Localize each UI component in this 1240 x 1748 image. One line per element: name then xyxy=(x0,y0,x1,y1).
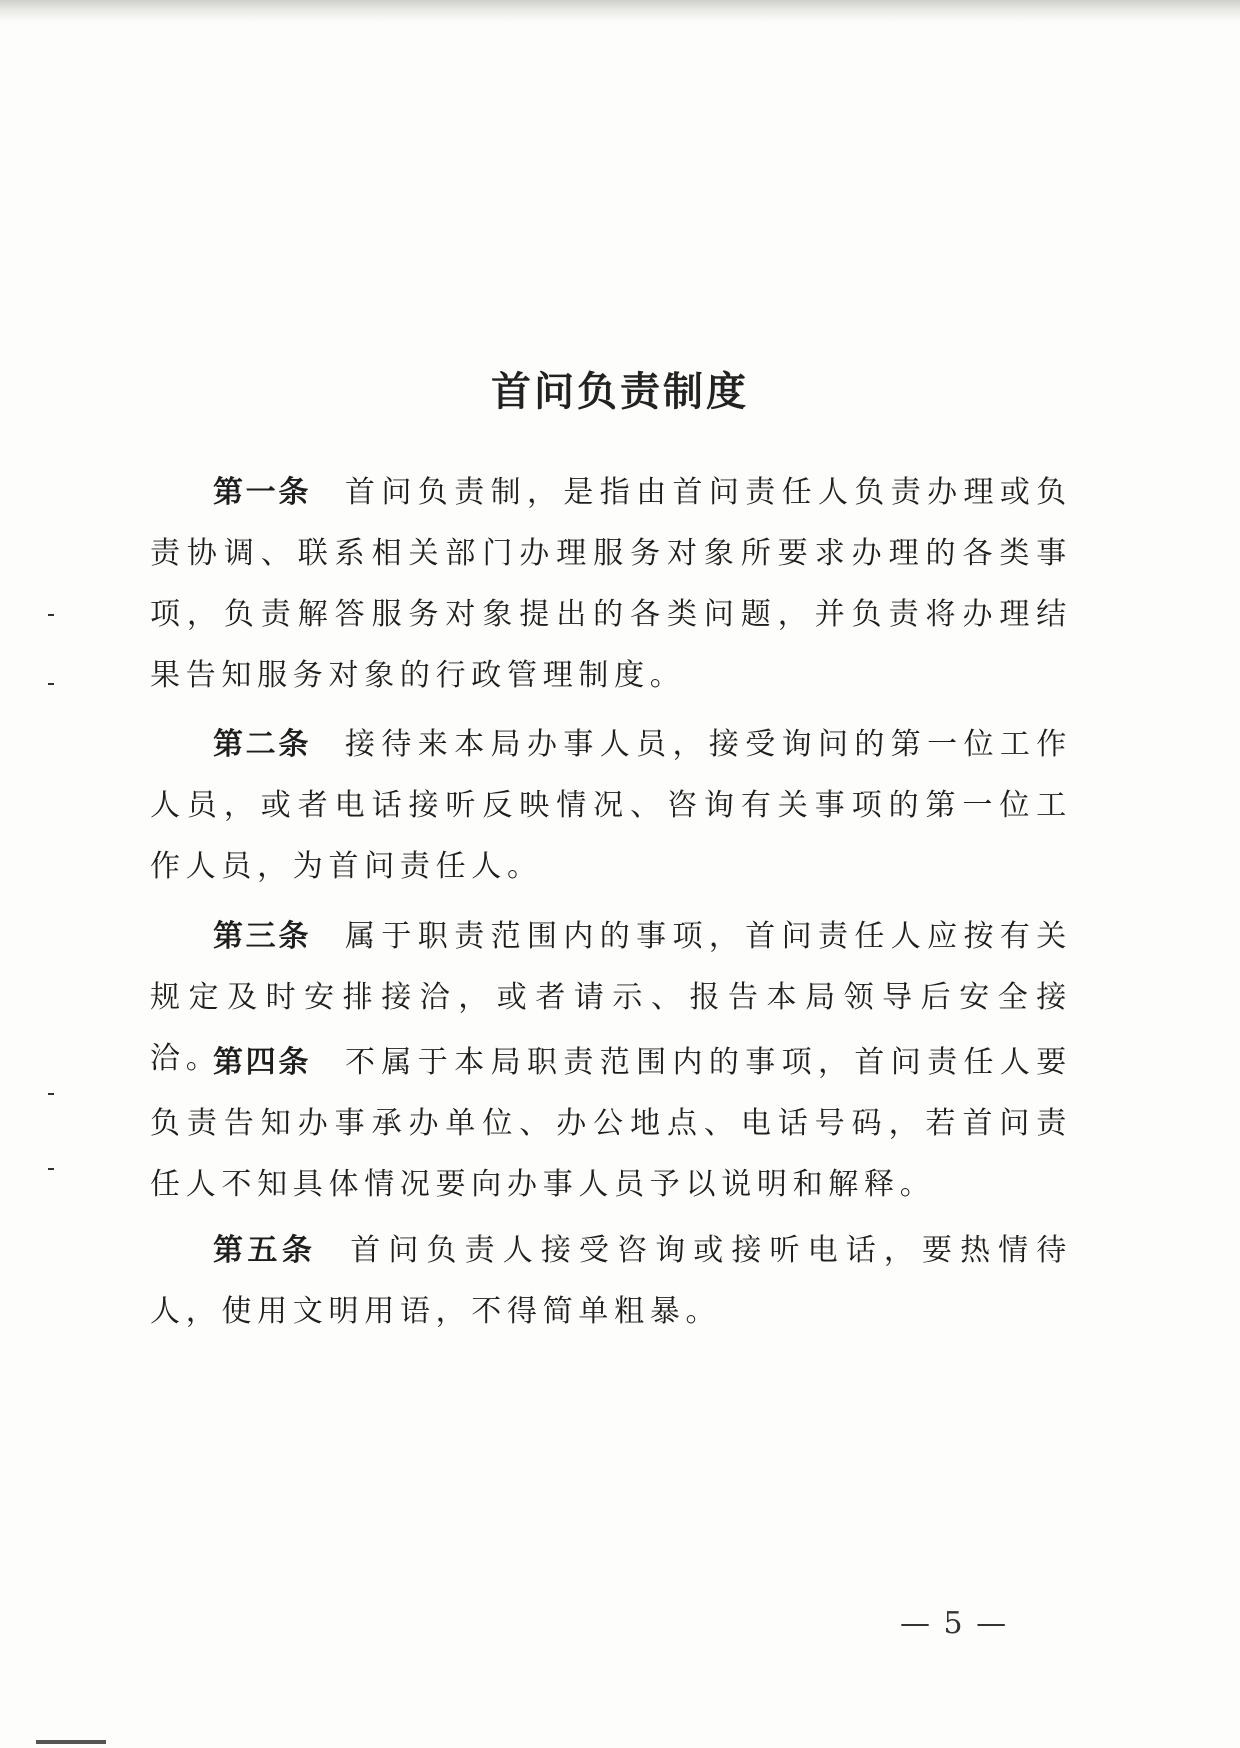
article-2 xyxy=(150,714,1072,897)
article-text: 首问负责制，是指由首问责任人负责办理或负责协调、联系相关部门办理服务对象所要求办理的各类事项，负责解答服务对象提出的各类问题，并负责将办理结果告知服务对象的行政管理制度。 xyxy=(150,475,1073,693)
article-label: 第四条 xyxy=(213,1045,312,1080)
page-title: 首问负责制度 xyxy=(491,369,749,415)
article-label: 第二条 xyxy=(213,727,312,762)
article-label: 第一条 xyxy=(213,475,312,510)
scan-top-edge xyxy=(0,0,1240,22)
article-4 xyxy=(150,1032,1072,1215)
article-text: 接待来本局办事人员，接受询问的第一位工作人员，或者电话接听反映情况、咨询有关事项的第一位工作人员，为首问责任人。 xyxy=(150,727,1073,884)
binding-hole-mark xyxy=(48,1093,54,1095)
article-label: 第三条 xyxy=(213,919,312,954)
binding-hole-mark xyxy=(48,683,54,685)
article-text: 不属于本局职责范围内的事项，首问责任人要负责告知办事承办单位、办公地点、电话号码，若首问责任人不知具体情况要向办事人员予以说明和解释。 xyxy=(150,1045,1073,1202)
article-text: 属于职责范围内的事项，首问责任人应按有关规定及时安排接洽，或者请示、报告本局领导后安全接洽。 xyxy=(150,919,1073,1076)
scan-bottom-mark xyxy=(36,1740,106,1744)
page-number: — 5 — xyxy=(900,1606,1009,1641)
binding-hole-mark xyxy=(48,614,54,616)
article-1 xyxy=(150,462,1072,706)
article-text: 首问负责人接受咨询或接听电话，要热情待人，使用文明用语，不得简单粗暴。 xyxy=(150,1233,1072,1329)
article-5 xyxy=(150,1220,1072,1342)
binding-hole-mark xyxy=(48,1168,54,1170)
article-label: 第五条 xyxy=(213,1233,317,1268)
